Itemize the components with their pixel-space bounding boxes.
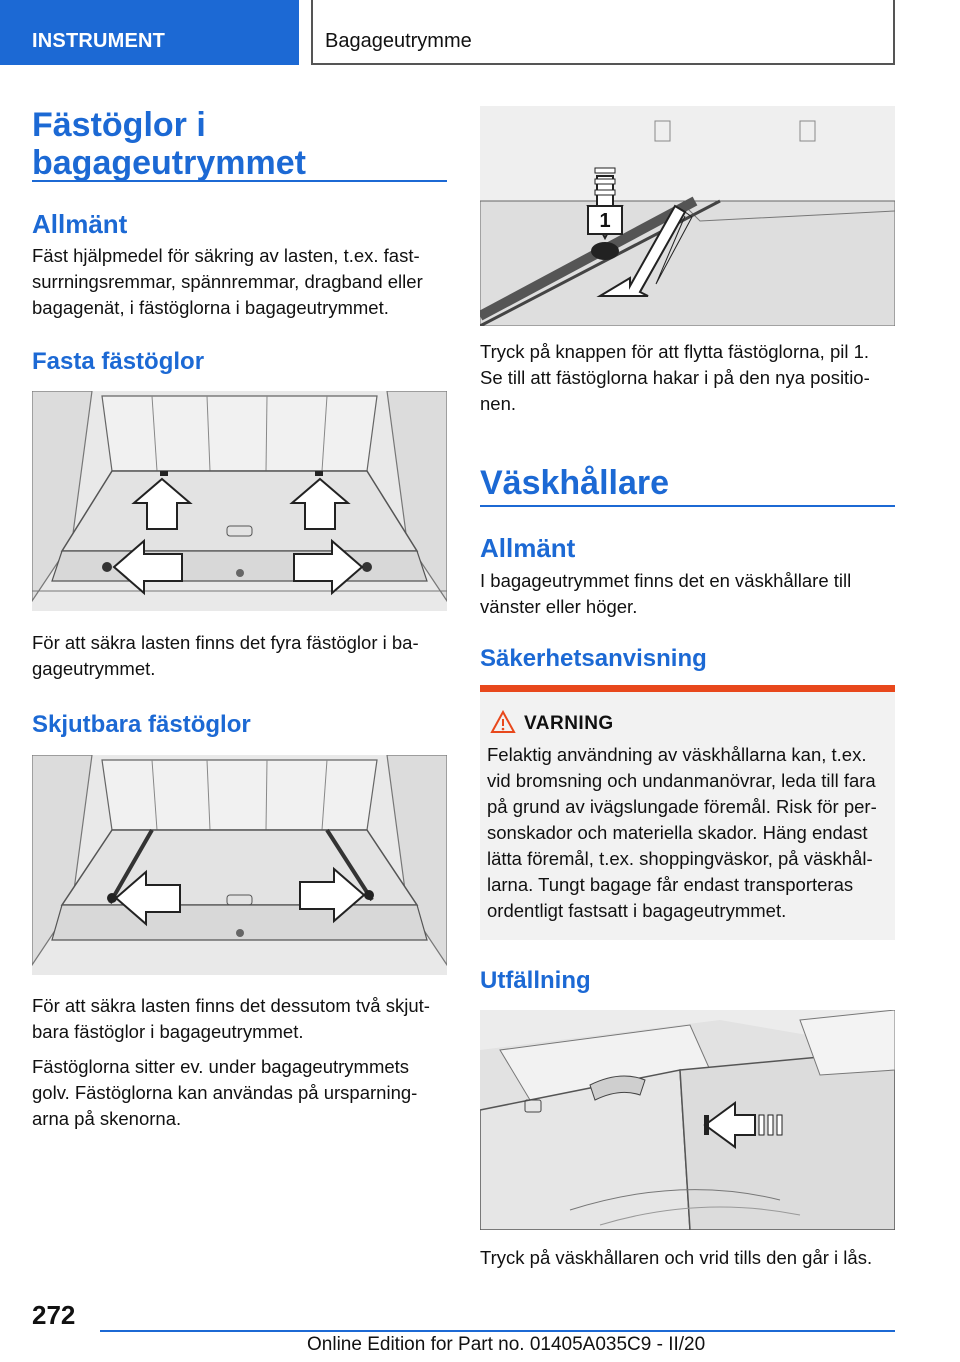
- heading-utfallning: Utfällning: [480, 967, 591, 994]
- text-line: Felaktig användning av väskhållarna kan, t.ex.: [487, 744, 867, 765]
- rail-button-image: [480, 106, 895, 326]
- sliding-eyes-text: [32, 993, 447, 1132]
- text-line: på grund av ivägslungade föremål. Risk för per-: [487, 796, 877, 817]
- warning-text: [487, 742, 887, 924]
- heading-allmant-right: Allmänt: [480, 533, 576, 563]
- trunk-fixed-eyes-image: [32, 391, 447, 611]
- bag-holder-intro: [480, 568, 895, 620]
- page-title-line2: bagageutrymmet: [32, 144, 306, 182]
- edition-text: Online Edition for Part no. 01405A035C9 - II/20: [307, 1334, 706, 1355]
- heading-allmant: Allmänt: [32, 209, 128, 239]
- text-line: Tryck på knappen för att flytta fästöglorna, pil 1.: [480, 341, 870, 362]
- text-line: arna på skenorna.: [32, 1108, 182, 1129]
- page-title: [32, 106, 447, 182]
- warning-triangle-icon: [490, 710, 516, 739]
- text-line: ordentligt fastsatt i bagageutrymmet.: [487, 900, 787, 921]
- text-line: vänster eller höger.: [480, 596, 638, 617]
- text-line: bagagenät, i fästöglorna i bagageutrymmet.: [32, 297, 389, 318]
- text-line: nen.: [480, 393, 517, 414]
- text-line: Fästöglorna sitter ev. under bagageutrymmets: [32, 1056, 410, 1077]
- text-line: För att säkra lasten finns det dessutom två skjut-: [32, 995, 430, 1016]
- title-rule: [32, 180, 447, 182]
- text-line: bara fästöglor i bagageutrymmet.: [32, 1021, 304, 1042]
- section-tab: INSTRUMENT: [0, 0, 299, 65]
- warning-label: VARNING: [524, 713, 614, 734]
- heading-fasta: Fasta fästöglor: [32, 348, 205, 375]
- topic-header: Bagageutrymme: [311, 0, 895, 65]
- bag-holder-image: [480, 1010, 895, 1230]
- page-number: 272: [32, 1300, 76, 1330]
- text-line: vid bromsning och undanmanövrar, leda till fara: [487, 770, 876, 791]
- footer-rule: [100, 1330, 895, 1332]
- callout-number: 1: [599, 210, 611, 232]
- section-rule: [480, 505, 895, 507]
- heading-skjutbara: Skjutbara fästöglor: [32, 711, 251, 738]
- heading-sakerhet: Säkerhetsanvisning: [480, 645, 707, 672]
- section-title-vaskhallare: Väskhållare: [480, 464, 670, 502]
- text-line: I bagageutrymmet finns det en väskhållare till: [480, 570, 852, 591]
- fixed-eyes-caption: [32, 630, 447, 682]
- text-line: Se till att fästöglorna hakar i på den nya positio-: [480, 367, 870, 388]
- text-line: För att säkra lasten finns det fyra fästöglor i ba-: [32, 632, 419, 653]
- bag-holder-caption: Tryck på väskhållaren och vrid tills den går i lås.: [480, 1247, 873, 1268]
- text-line: sonskador och materiella skador. Häng endast: [487, 822, 868, 843]
- text-line: larna. Tungt bagage får endast transporteras: [487, 874, 854, 895]
- text-line: gageutrymmet.: [32, 658, 156, 679]
- text-line: lätta föremål, t.ex. shoppingväskor, på väskhål-: [487, 848, 873, 869]
- page-title-line1: Fästöglor i: [32, 106, 206, 144]
- text-line: Fäst hjälpmedel för säkring av lasten, t.ex. fast-: [32, 245, 420, 266]
- warning-bar: [480, 685, 895, 692]
- text-line: golv. Fästöglorna kan användas på ursparning-: [32, 1082, 418, 1103]
- trunk-sliding-eyes-image: [32, 755, 447, 975]
- text-line: surrningsremmar, spännremmar, dragband eller: [32, 271, 423, 292]
- intro-text: [32, 243, 447, 321]
- rail-button-caption: [480, 339, 895, 417]
